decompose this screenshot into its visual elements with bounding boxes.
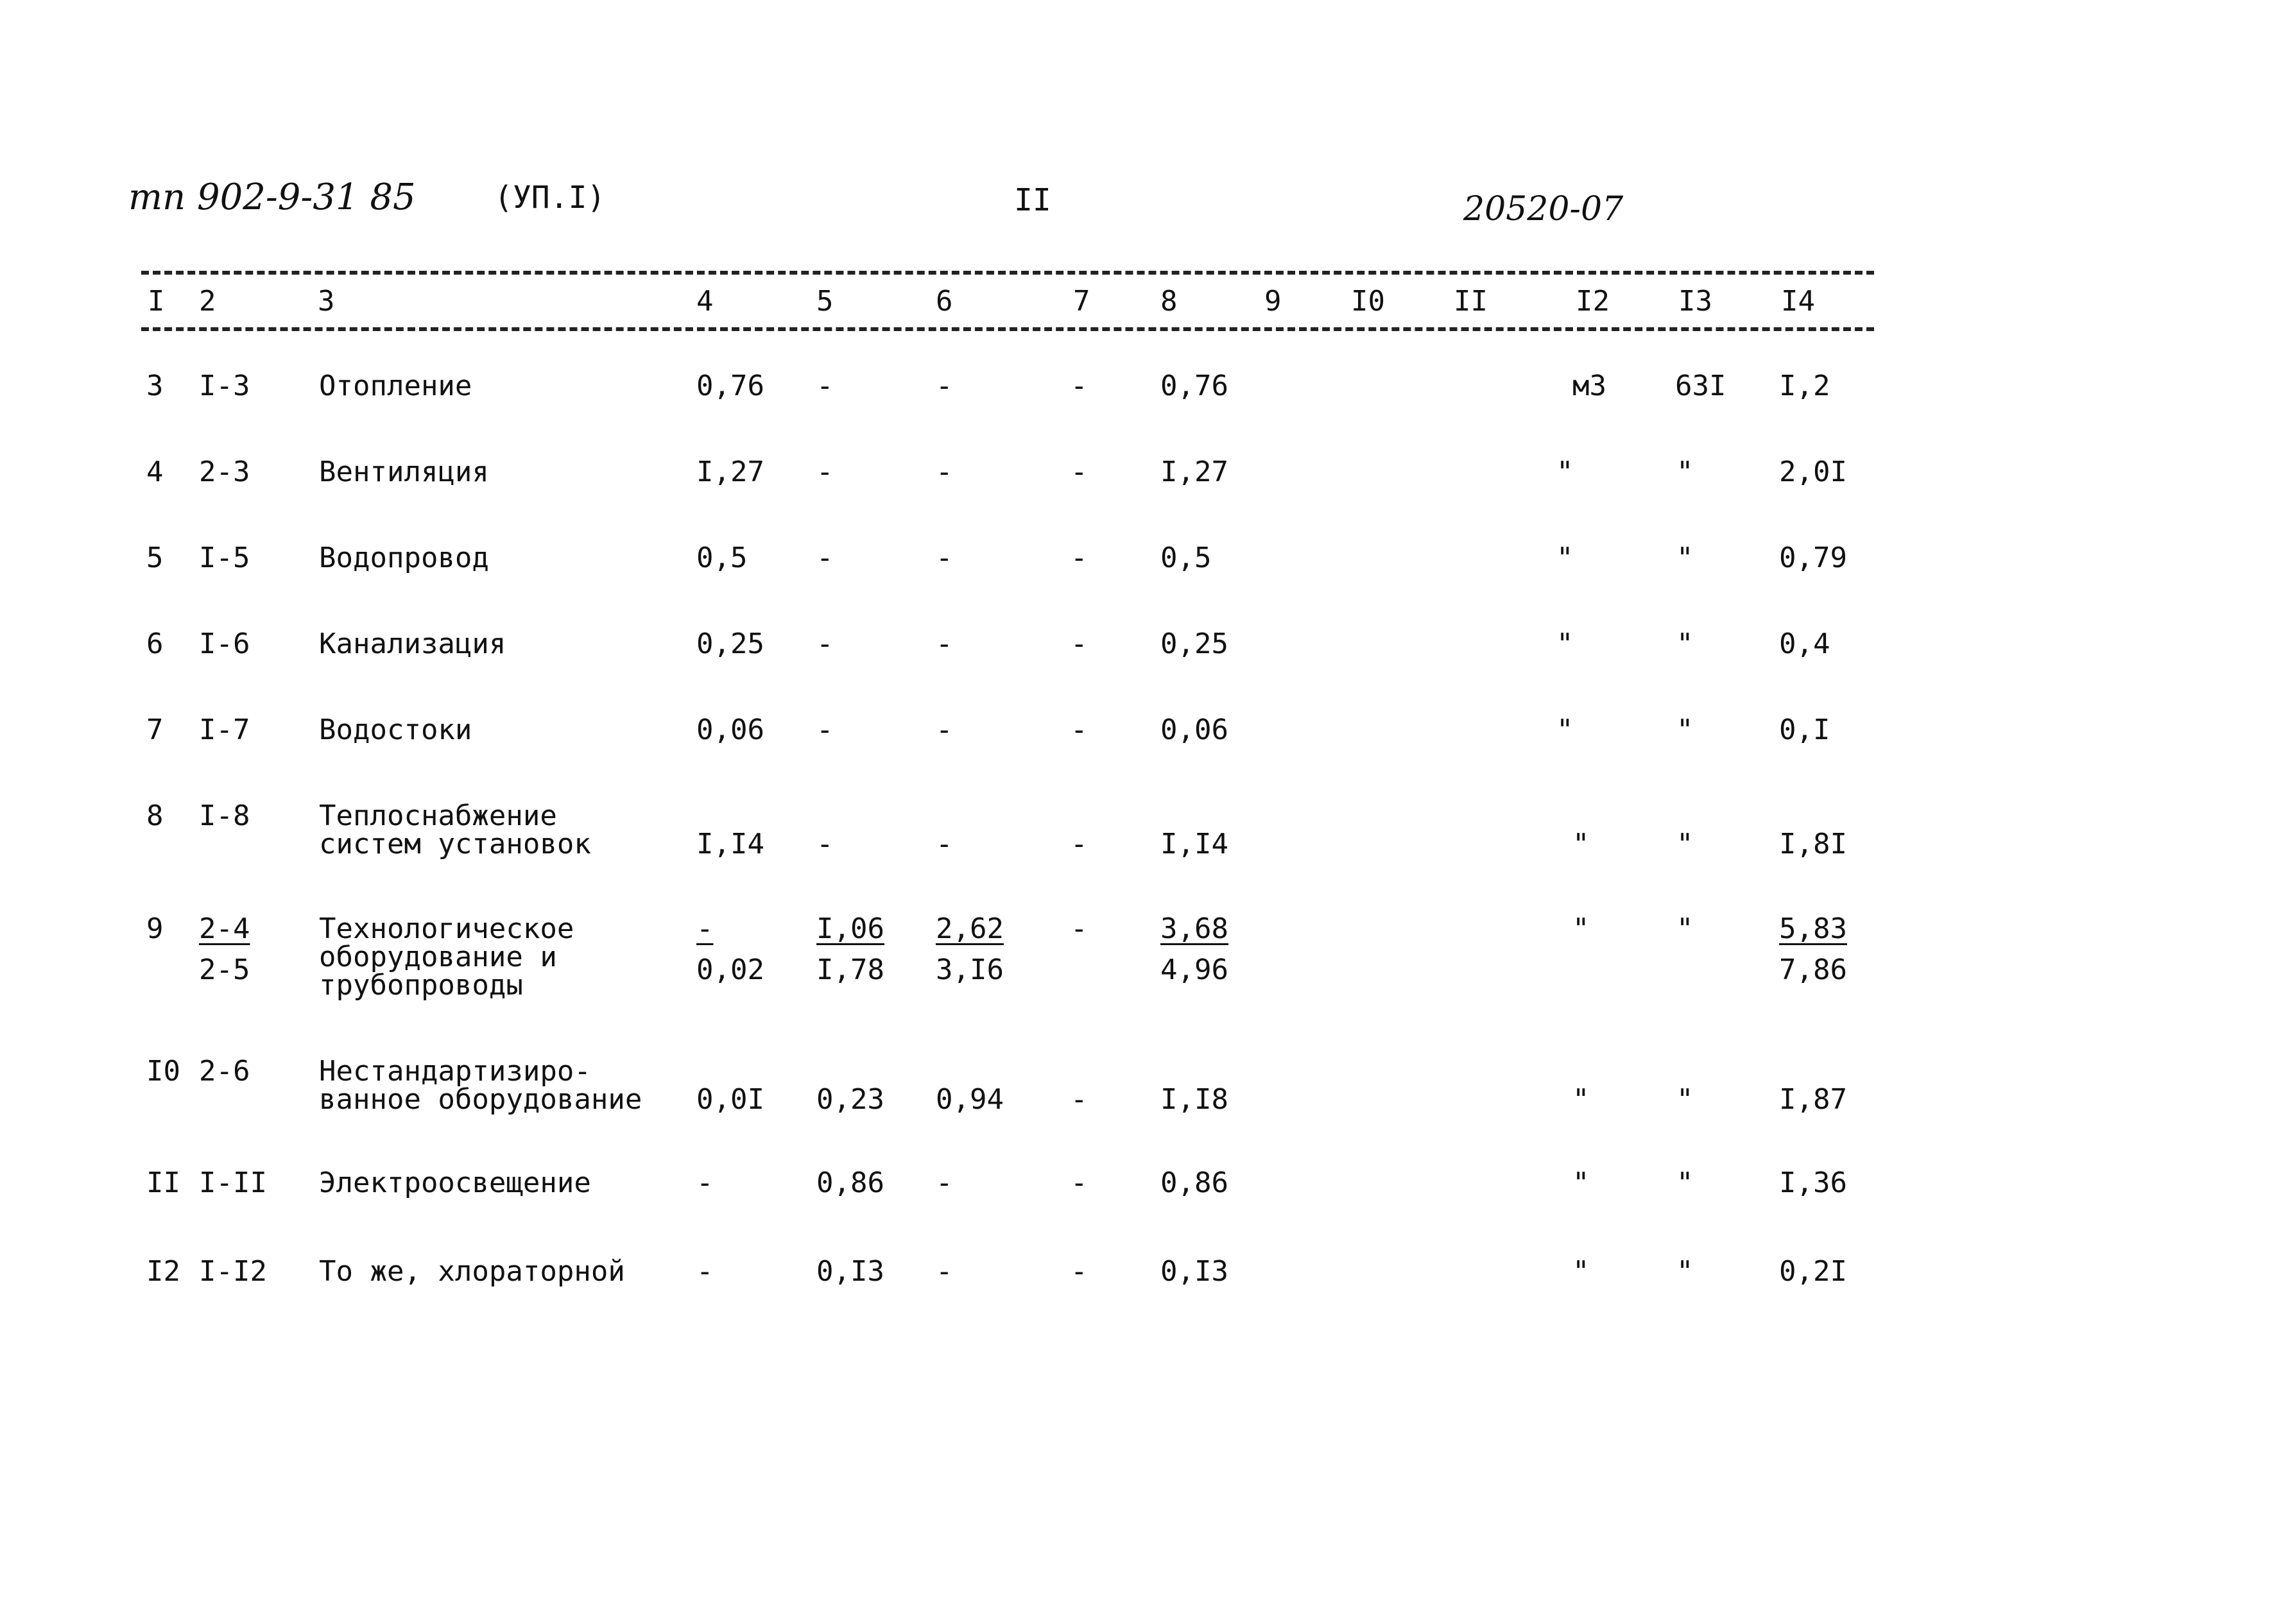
cell-col7: - [1071,1167,1088,1199]
cell-col7: - [1071,628,1088,660]
cell-unit: " [1572,912,1590,945]
row-description: То же, хлораторной [319,1255,625,1288]
cell-col5: - [816,828,834,860]
cell-col5: 0,23 [816,1083,884,1116]
cell-col4-secondary: 0,02 [696,953,764,986]
cell-col13: " [1676,542,1694,574]
cell-col5: I,06 [816,912,884,945]
cell-col8: 0,06 [1160,714,1228,746]
album-label: (УП.I) [494,180,606,216]
row-number: 8 [146,799,164,832]
document-number: 20520-07 [1463,190,1624,228]
cell-col14: 0,4 [1779,628,1830,660]
cell-col6: - [936,1167,953,1199]
cell-col13: " [1676,714,1694,746]
page-number: II [1014,182,1051,218]
row-number: 9 [146,912,164,945]
cell-col6: - [936,542,953,574]
cell-col6: - [936,714,953,746]
cell-col8: 0,25 [1160,628,1228,660]
header-bottom-rule [141,327,1874,331]
cell-col4: 0,76 [696,370,764,402]
column-header: 6 [936,285,953,318]
cell-col7: - [1071,828,1088,860]
cell-col13: 63I [1675,370,1726,402]
cell-unit: " [1556,628,1574,660]
row-code: 2-6 [199,1055,250,1088]
cell-col14: I,87 [1779,1083,1847,1116]
cell-unit: " [1572,1167,1590,1199]
row-description: Канализация [319,628,506,660]
cell-col4: - [696,1255,714,1288]
cell-col6: - [936,456,953,488]
column-header: 7 [1073,285,1090,318]
row-code-secondary: 2-5 [199,953,250,986]
cell-col13: " [1676,912,1694,945]
cell-col8: 0,76 [1160,370,1228,402]
cell-col13: " [1676,1167,1694,1199]
cell-col8: I,27 [1160,456,1228,488]
cell-col4: 0,0I [696,1083,764,1116]
row-number: 3 [146,370,164,402]
cell-unit: м3 [1572,370,1606,402]
row-number: I0 [146,1055,180,1088]
cell-col14: I,2 [1779,370,1830,402]
column-header: 2 [199,285,216,318]
row-description: Водопровод [319,542,489,574]
cell-col4: 0,25 [696,628,764,660]
cell-col8-secondary: 4,96 [1160,953,1228,986]
cell-col8: 0,5 [1160,542,1212,574]
row-code: I-5 [199,542,250,574]
row-description: Отопление [319,370,472,402]
cell-col7: - [1071,1255,1088,1288]
row-number: I2 [146,1255,180,1288]
cell-col4: 0,5 [696,542,748,574]
column-header: I2 [1576,285,1610,318]
cell-col14-secondary: 7,86 [1779,953,1847,986]
cell-col4: I,27 [696,456,764,488]
cell-col6-secondary: 3,I6 [936,953,1004,986]
row-description: Нестандартизиро- ванное оборудование [319,1055,642,1116]
row-code: I-II [199,1167,267,1199]
row-code: I-6 [199,628,250,660]
cell-col8: 0,I3 [1160,1255,1228,1288]
row-code: 2-3 [199,456,250,488]
cell-col6: - [936,370,953,402]
column-header: I4 [1781,285,1815,318]
row-number: 5 [146,542,164,574]
cell-unit: " [1572,1255,1590,1288]
column-header: 9 [1264,285,1282,318]
cell-col14: 5,83 [1779,912,1847,945]
cell-col7: - [1071,912,1088,945]
cell-col7: - [1071,1083,1088,1116]
row-number: II [146,1167,180,1199]
column-header: II [1454,285,1488,318]
cell-col13: " [1676,1255,1694,1288]
cell-col5: - [816,542,834,574]
row-description: Электроосвещение [319,1167,591,1199]
cell-col6: - [936,628,953,660]
cell-col14: I,8I [1779,828,1847,860]
row-description: Вентиляция [319,456,489,488]
cell-unit: " [1572,828,1590,860]
cell-col13: " [1676,828,1694,860]
cell-col6: 2,62 [936,912,1004,945]
cell-col5-secondary: I,78 [816,953,884,986]
cell-col8: 0,86 [1160,1167,1228,1199]
cell-col7: - [1071,370,1088,402]
cell-col8: 3,68 [1160,912,1228,945]
cell-col7: - [1071,714,1088,746]
cell-col4: I,I4 [696,828,764,860]
column-header: 4 [696,285,714,318]
cell-col5: - [816,714,834,746]
cell-col14: 0,79 [1779,542,1847,574]
cell-col14: 2,0I [1779,456,1847,488]
cell-col6: - [936,1255,953,1288]
cell-col7: - [1071,542,1088,574]
row-number: 6 [146,628,164,660]
cell-col5: - [816,628,834,660]
row-description: Теплоснабжение систем установок [319,799,591,860]
column-header: I3 [1678,285,1712,318]
row-description: Технологическое оборудование и трубопроводы [319,912,574,1002]
row-code: I-8 [199,799,250,832]
row-description: Водостоки [319,714,472,746]
column-header: I0 [1351,285,1385,318]
document-code: тп 902-9-31 85 [128,176,416,218]
column-header: I [148,285,165,318]
cell-col13: " [1676,456,1694,488]
cell-col13: " [1676,628,1694,660]
cell-col6: 0,94 [936,1083,1004,1116]
column-header: 5 [816,285,834,318]
cell-unit: " [1556,456,1574,488]
row-code: I-I2 [199,1255,267,1288]
cell-col5: - [816,456,834,488]
cell-col14: 0,I [1779,714,1830,746]
cell-col5: 0,I3 [816,1255,884,1288]
cell-col8: I,I8 [1160,1083,1228,1116]
header-top-rule [141,271,1874,275]
cell-col6: - [936,828,953,860]
column-header: 3 [318,285,335,318]
row-code: I-7 [199,714,250,746]
row-code: 2-4 [199,912,250,945]
cell-unit: " [1556,542,1574,574]
row-number: 4 [146,456,164,488]
row-code: I-3 [199,370,250,402]
cell-col14: 0,2I [1779,1255,1847,1288]
cell-col8: I,I4 [1160,828,1228,860]
cell-col4: 0,06 [696,714,764,746]
cell-col7: - [1071,456,1088,488]
column-header: 8 [1160,285,1178,318]
cell-unit: " [1556,714,1574,746]
cell-col13: " [1676,1083,1694,1116]
cell-unit: " [1572,1083,1590,1116]
row-number: 7 [146,714,164,746]
cell-col14: I,36 [1779,1167,1847,1199]
cell-col4: - [696,912,714,945]
cell-col4: - [696,1167,714,1199]
cell-col5: - [816,370,834,402]
cell-col5: 0,86 [816,1167,884,1199]
